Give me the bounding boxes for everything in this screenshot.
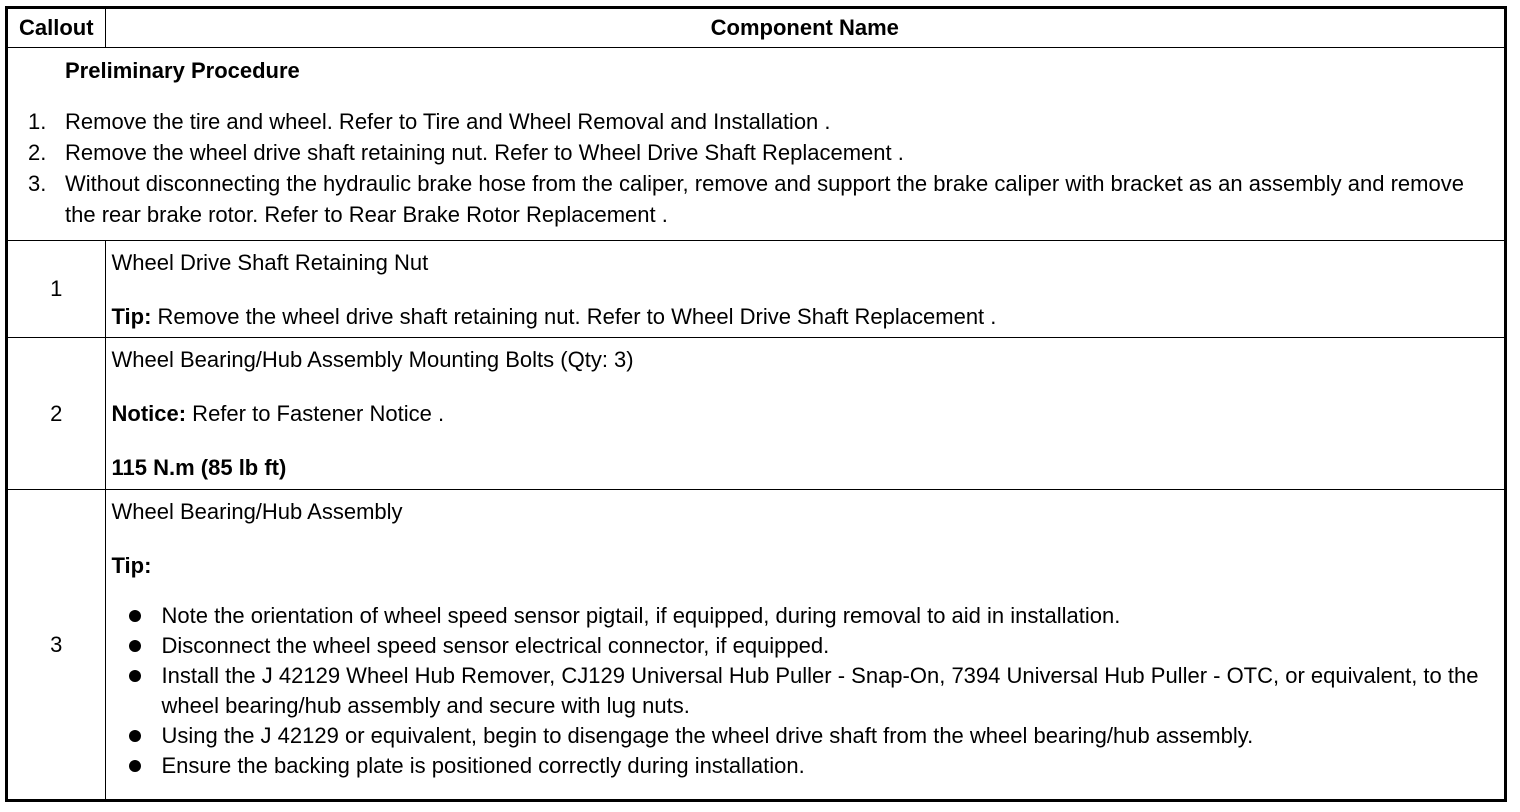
tip-paragraph: [112, 304, 1495, 330]
list-item: [112, 721, 1495, 751]
step-number: 1.: [28, 109, 47, 134]
notice-paragraph: [112, 401, 1495, 427]
tip-label: Tip:: [111, 553, 152, 578]
column-header-component: Component Name: [105, 9, 1504, 48]
list-item: [28, 168, 1494, 230]
component-name: Wheel Bearing/Hub Assembly: [111, 499, 403, 524]
tip-item-text: Note the orientation of wheel speed sensor pigtail, if equipped, during removal to aid in installation.: [161, 603, 1121, 628]
list-item: [112, 631, 1495, 661]
bullet-icon: [129, 730, 141, 742]
table-row: [8, 490, 1504, 800]
preliminary-title: Preliminary Procedure: [65, 58, 300, 83]
callout-number: 3: [8, 490, 105, 800]
table-row: [8, 338, 1504, 490]
component-name: Wheel Drive Shaft Retaining Nut: [111, 250, 429, 275]
tip-item-text: Ensure the backing plate is positioned correctly during installation.: [161, 753, 805, 778]
tip-item-text: Disconnect the wheel speed sensor electrical connector, if equipped.: [161, 633, 830, 658]
bullet-icon: [129, 610, 141, 622]
tip-item-text: Using the J 42129 or equivalent, begin to disengage the wheel drive shaft from the wheel bearing/hub assembly.: [161, 723, 1254, 748]
step-number: 2.: [28, 140, 47, 165]
list-item: [112, 601, 1495, 631]
procedure-sheet: [5, 6, 1507, 802]
bullet-icon: [129, 670, 141, 682]
step-text: Remove the tire and wheel. Refer to Tire and Wheel Removal and Installation .: [65, 109, 831, 134]
list-item: [28, 137, 1494, 168]
component-name: Wheel Bearing/Hub Assembly Mounting Bolts (Qty: 3): [111, 347, 634, 372]
torque-spec: 115 N.m (85 lb ft): [111, 455, 287, 480]
tip-label: Tip:: [111, 304, 152, 329]
step-text: Remove the wheel drive shaft retaining nut. Refer to Wheel Drive Shaft Replacement .: [65, 140, 904, 165]
bullet-icon: [129, 760, 141, 772]
tip-list: [112, 601, 1495, 781]
callout-number: 1: [8, 241, 105, 338]
step-text: Without disconnecting the hydraulic brake hose from the caliper, remove and support the brake caliper with bracket as an assembly and remove the rear brake rotor. Refer to Rear Brake Rotor Replacement .: [65, 171, 1464, 227]
list-item: [28, 106, 1494, 137]
procedure-table: [8, 9, 1504, 799]
list-item: [112, 661, 1495, 721]
column-header-callout: Callout: [8, 9, 105, 48]
table-header-row: [8, 9, 1504, 48]
preliminary-procedure-row: [8, 48, 1504, 241]
table-row: [8, 241, 1504, 338]
notice-text: Refer to Fastener Notice .: [186, 401, 445, 426]
list-item: [112, 751, 1495, 781]
step-number: 3.: [28, 171, 47, 196]
tip-item-text: Install the J 42129 Wheel Hub Remover, CJ129 Universal Hub Puller - Snap-On, 7394 Universal Hub Puller - OTC, or equivalent, to the wheel bearing/hub assembly and secure with lug nuts.: [161, 663, 1479, 718]
bullet-icon: [129, 640, 141, 652]
preliminary-steps: [28, 106, 1494, 230]
callout-number: 2: [8, 338, 105, 490]
tip-text: Remove the wheel drive shaft retaining nut. Refer to Wheel Drive Shaft Replacement .: [151, 304, 997, 329]
notice-label: Notice:: [111, 401, 187, 426]
